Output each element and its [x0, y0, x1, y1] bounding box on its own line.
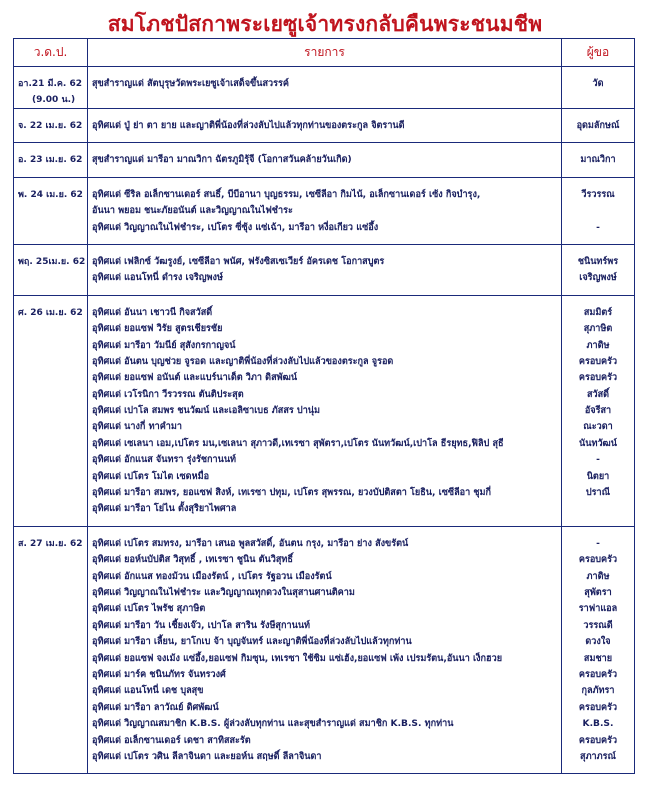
date-line: ศ. 26 เม.ย. 62	[18, 307, 83, 318]
date-line: พฤ. 25เม.ย. 62	[18, 256, 86, 267]
intention-line: อุทิศแด่ เฟลิกซ์ วัฒรูงย์, เซซีลีอา พนัศ, ฟรังซิสเซเวียร์ อัครเดช โอกาสบูตร	[92, 256, 385, 267]
requester-name: -	[596, 538, 600, 549]
intention-line: อุทิศแด่ วิญญาณในไฟชำระ และวิญญาณทุกดวงในสุสานศานติคาม	[92, 587, 355, 598]
requester-name: ปราณี	[585, 488, 611, 499]
requester-name: วรรณดี	[583, 620, 613, 631]
intention-line: อุทิศแด่ มารีอา สมพร, ยอแซฟ สิงห์, เทเรซา ปทุม, เปโตร สุพรรณ, ยวงบัปติสตา โยธิน, เซซีลีอา ชุมกี่	[92, 488, 492, 499]
requester-name: ราฟาแอล	[578, 604, 618, 615]
date-line: จ. 22 เม.ย. 62	[18, 121, 83, 131]
intention-line: อุทิศแด่ วิญญาณในไฟชำระ, เปโตร ซี่ซุ้ง แซ่เฉ้า, มารีอา หงี่อเกียว แซ่อึ้ง	[92, 222, 379, 233]
requester-cell	[562, 526, 635, 773]
requester-name: ภาดิษ	[586, 340, 610, 351]
requester-name: ครอบครัว	[578, 702, 618, 713]
requester-cell	[562, 177, 635, 244]
intention-line: อุทิศแด่ มารีอา โย่ไน ตั้งสุริยาไพศาล	[92, 504, 237, 515]
requester-name: -	[596, 455, 600, 466]
items-cell	[88, 244, 562, 295]
table-body	[14, 67, 635, 774]
intention-line: อุทิศแด่ เซเลนา เอม,เปโตร มน,เซเลนา สุภาวดี,เทเรซา สุพัตรา,เปโตร นันทวัฒน์,เปาโล ธีรยุทธ,ฟิลิป สุธี	[92, 438, 504, 449]
requester-name	[562, 501, 634, 517]
table-row	[14, 109, 635, 143]
intention-line: อุทิศแด่ ยอแซฟ จงเม้ง แซ่อึ้ง,ยอแซฟ กิมซุน, เทเรซา ใช้ซิม แซ่เฮ้ง,ยอแซฟ เพ้ง เปรมรัตน,อันนา เง็กฮวย	[92, 653, 503, 664]
items-cell	[88, 143, 562, 177]
intention-line: อันนา พยอม ชนะภัยอนันต์ และวิญญาณในไฟชำระ	[92, 206, 293, 217]
items-cell	[88, 109, 562, 143]
requester-name: มาณวิกา	[580, 155, 616, 166]
intention-line: อุทิศแด่ ซีริล อเล็กซานเดอร์ สนธิ์, บีบีอานา บุญธรรม, เซซีลีอา กิมไน้, อเล็กซานเดอร์ เซ้ง กิจบำรุง,	[92, 189, 481, 200]
date-line: อา.21 มี.ค. 62	[18, 79, 82, 89]
header-items: รายการ	[88, 39, 562, 67]
intention-line: อุทิศแด่ เปโตร วศิน ลีลาจินดา และยอห์น สฤษดิ์ ลีลาจินดา	[92, 751, 322, 762]
requester-cell	[562, 295, 635, 526]
intention-line: อุทิศแด่ แอนโทนี่ ดำรง เจริญพงษ์	[92, 273, 223, 284]
table-row	[14, 143, 635, 177]
page-title: สมโภชปัสกาพระเยซูเจ้าทรงกลับคืนพระชนมชีพ	[107, 12, 543, 36]
requester-name: สุภาษิต	[583, 324, 613, 335]
requester-name: ดวงใจ	[585, 637, 611, 648]
items-cell	[88, 177, 562, 244]
requester-name: นันทวัฒน์	[579, 438, 617, 449]
date-line: (9.00 น.)	[32, 95, 76, 105]
intention-line: อุทิศแด่ อักแนส จันทรา รุ่งรัชกานนท์	[92, 455, 237, 466]
requester-name: ครอบครัว	[578, 555, 618, 566]
intention-line: อุทิศแด่ เปโตร สมทรง, มารีอา เสนอ พูลสวัสดิ์, อันตน กรุง, มารีอา ย่าง สังขรัตน์	[92, 538, 409, 549]
requester-name: ครอบครัว	[578, 735, 618, 746]
table-row	[14, 526, 635, 773]
intention-line: อุทิศแด่ เปาโล สมพร ชนวัฒน์ และเอลิซาเบธ ภัสสร ปานุ่ม	[92, 406, 321, 417]
table-header-row	[14, 39, 635, 67]
intention-line: อุทิศแด่ วิญญาณสมาชิก K.B.S. ผู้ล่วงลับทุกท่าน และสุขสำราญแด่ สมาชิก K.B.S. ทุกท่าน	[92, 719, 454, 730]
requester-name: สมชาย	[583, 653, 613, 664]
date-line: อ. 23 เม.ย. 62	[18, 155, 83, 166]
intention-line: อุทิศแด่ แอนโทนี่ เดช บุลสุข	[92, 686, 204, 697]
date-cell	[14, 67, 88, 109]
requester-name: ครอบครัว	[578, 356, 618, 367]
intention-line: อุทิศแด่ ยอแซฟ อนันต์ และแบร์นาเด็ต วิภา ดิสพัฒน์	[92, 373, 298, 384]
requester-name: สมมิตร์	[583, 307, 613, 318]
items-cell	[88, 295, 562, 526]
intention-line: อุทิศแด่ เวโรนิกา วีรวรรณ ตันติประสุต	[92, 389, 244, 400]
requester-cell	[562, 67, 635, 109]
requester-name: -	[596, 222, 600, 233]
requester-name: สุภาภรณ์	[580, 751, 616, 762]
date-cell	[14, 244, 88, 295]
intention-line: สุขสำราญแด่ มารีอา มาณวิกา ฉัตรภูมิรุ้จี (โอกาสวันคล้ายวันเกิด)	[92, 155, 352, 166]
requester-cell	[562, 143, 635, 177]
intention-line: อุทิศแด่ อันนา เชาวนี กิจสวัสดิ์	[92, 307, 213, 318]
intention-line: อุทิศแด่ อันตน บุญช่วย จูรอด และญาติพี่น้องที่ล่วงลับไปแล้วของตระกูล จูรอด	[92, 356, 394, 367]
requester-name: K.B.S.	[582, 719, 614, 730]
date-cell	[14, 526, 88, 773]
table-row	[14, 177, 635, 244]
intention-line: อุทิศแด่ มารีอา เลี้ยน, ยาโกเบ จ้า บุญจันทร์ และญาติพี่น้องที่ล่วงลับไปแล้วทุกท่าน	[92, 637, 412, 648]
intention-line: อุทิศแด่ มารีอา ลาวัณย์ ดิศพัฒน์	[92, 702, 219, 713]
mass-intentions-table	[13, 38, 635, 774]
header-date: ว.ด.ป.	[14, 39, 88, 67]
intention-line: อุทิศแด่ มารีอา วัมนีย์ สุสังกรกาญจน์	[92, 340, 236, 351]
intention-line: อุทิศแด่ ยอแซฟ วิรัย สูตรเชียรชัย	[92, 324, 223, 335]
requester-cell	[562, 244, 635, 295]
items-cell	[88, 67, 562, 109]
date-cell	[14, 109, 88, 143]
requester-name: ชนินทร์พร	[577, 256, 619, 267]
requester-name: อัจรีสา	[584, 406, 612, 417]
intention-line: อุทิศแด่ มาร์ค ชนินภัทร จันทรวงศ์	[92, 669, 226, 680]
intention-line: อุทิศแด่ อเล็กซานเดอร์ เดชา สาทิสสะรัต	[92, 735, 251, 746]
date-cell	[14, 177, 88, 244]
items-cell	[88, 526, 562, 773]
intention-line: อุทิศแด่ เปโตร ไพรัช สุภาษิต	[92, 604, 206, 615]
intention-line: อุทิศแด่ มารีอา วัน เชี้ยงเจ๊ว, เปาโล สาริน รังษีสุกานนท์	[92, 620, 311, 631]
requester-name: ครอบครัว	[578, 373, 618, 384]
requester-name: เจริญพงษ์	[579, 273, 617, 284]
requester-name: นิตยา	[586, 471, 610, 482]
date-line: พ. 24 เม.ย. 62	[18, 189, 83, 200]
requester-name: สุพัตรา	[584, 587, 612, 598]
intention-line: อุทิศแด่ เปโตร โมไต เซดหมื่อ	[92, 471, 210, 482]
date-cell	[14, 143, 88, 177]
intention-line: สุขสำราญแด่ สัตบุรุษวัดพระเยซูเจ้าเสด็จขึ้นสวรรค์	[92, 79, 289, 89]
requester-cell	[562, 109, 635, 143]
requester-name: วีรวรรณ	[581, 189, 615, 200]
requester-name: วัด	[592, 79, 604, 89]
requester-name: ภาดิษ	[586, 571, 610, 582]
intention-line: อุทิศแด่ ยอห์นบัปติส วิสุทธิ์ , เทเรซา ชูนิน ตันวิสุทธิ์	[92, 555, 293, 566]
requester-name: กุลภัทรา	[581, 686, 615, 697]
header-requester: ผู้ขอ	[562, 39, 635, 67]
requester-name: ครอบครัว	[578, 669, 618, 680]
requester-name: ณะวดา	[583, 422, 613, 433]
date-line: ส. 27 เม.ย. 62	[18, 538, 83, 549]
intention-line: อุทิศแด่ ปู่ ย่า ตา ยาย และญาติพี่น้องที่ล่วงลับไปแล้วทุกท่านของตระกูล จิตรานดี	[92, 121, 405, 131]
date-cell	[14, 295, 88, 526]
requester-name: อุดมลักษณ์	[576, 121, 620, 131]
table-row	[14, 295, 635, 526]
requester-name: สวัสดิ์	[586, 389, 610, 400]
table-row	[14, 244, 635, 295]
intention-line: อุทิศแด่ อักแนส ทองม้วน เมืองรัตน์ , เปโตร รัฐอวน เมืองรัตน์	[92, 571, 332, 582]
requester-name	[562, 203, 634, 219]
table-row	[14, 67, 635, 109]
intention-line: อุทิศแด่ นางกี่ ทาคำมา	[92, 422, 182, 433]
